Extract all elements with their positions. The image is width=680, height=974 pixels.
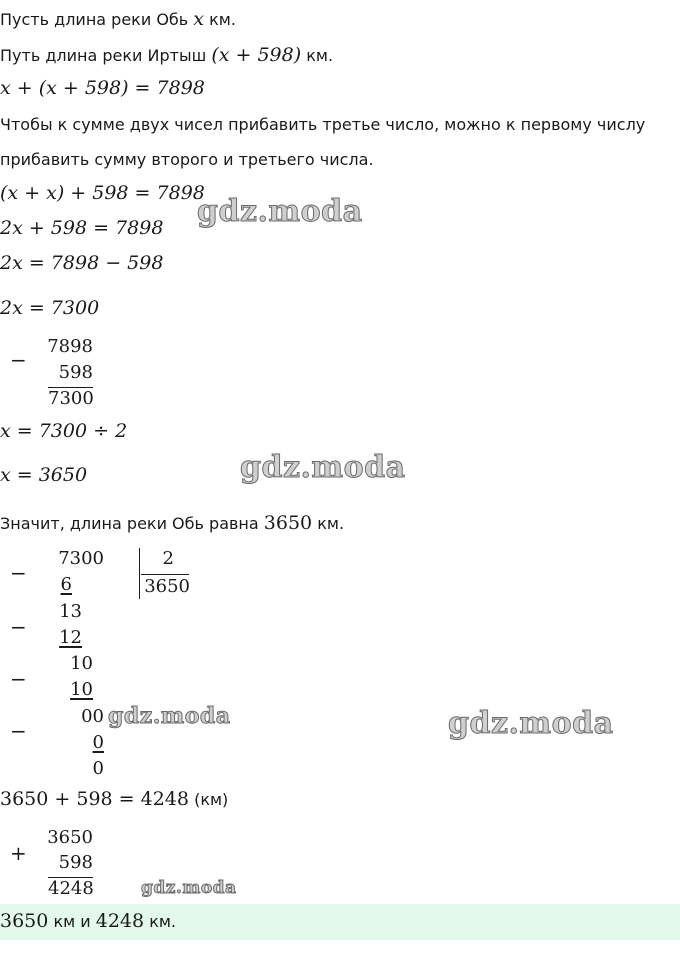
division-top-2: 13: [59, 601, 82, 622]
division-sub-3: 10: [70, 679, 93, 700]
rule-line-2: прибавить сумму второго и третьего числа.: [0, 150, 374, 169]
equation-5: 2x = 7300: [0, 297, 100, 319]
divisor-line: [141, 574, 189, 575]
division-sub-4: 0: [92, 732, 104, 753]
watermark-1: gdz.moda: [197, 194, 363, 229]
equation-1: x + (x + 598) = 7898: [0, 77, 205, 99]
subtrahend: 598: [58, 362, 93, 383]
division-minus-3: −: [10, 667, 27, 691]
minus-sign: −: [10, 348, 27, 372]
statement-ob-text: Пусть длина реки Обь: [0, 10, 194, 29]
answer-text-end: км.: [144, 912, 177, 931]
sum: 4248: [48, 878, 94, 899]
equation-8-unit: (км): [188, 790, 229, 809]
division-sub-1: 6: [60, 574, 72, 595]
answer-number-1: 3650: [0, 910, 49, 932]
irtysh-expression: (x + 598): [211, 44, 302, 66]
watermark-4: gdz.moda: [448, 706, 614, 741]
quotient: 3650: [144, 576, 190, 597]
answer: [0, 910, 176, 932]
equation-7: x = 3650: [0, 464, 88, 486]
statement-irtysh: [0, 44, 333, 66]
watermark-3: gdz.moda: [108, 703, 231, 729]
answer-text-mid: км и: [48, 912, 96, 931]
answer-number-2: 4248: [95, 910, 145, 932]
equation-8-math: 3650 + 598 = 4248: [0, 788, 189, 810]
addend-1: 3650: [47, 827, 93, 848]
divisor: 2: [162, 548, 174, 569]
conclusion-text: Значит, длина реки Обь равна: [0, 514, 264, 533]
rule-line-1: Чтобы к сумме двух чисел прибавить третье число, можно к первому числу: [0, 115, 646, 134]
statement-ob: [0, 8, 236, 30]
difference: 7300: [48, 388, 94, 409]
conclusion: [0, 512, 344, 534]
dividend: 7300: [58, 548, 104, 569]
division-sub-2: 12: [59, 627, 82, 648]
equation-6: x = 7300 ÷ 2: [0, 420, 128, 442]
division-minus-4: −: [10, 719, 27, 743]
equation-4: 2x = 7898 − 598: [0, 252, 164, 274]
division-top-4: 00: [81, 706, 104, 727]
statement-ob-unit: км.: [204, 10, 236, 29]
plus-sign: +: [10, 841, 27, 865]
division-minus-1: −: [10, 561, 27, 585]
conclusion-unit: км.: [312, 514, 345, 533]
watermark-5: gdz.moda: [141, 878, 237, 898]
statement-irtysh-unit: км.: [301, 46, 334, 65]
conclusion-number: 3650: [263, 512, 313, 534]
minuend: 7898: [47, 336, 93, 357]
equation-3: 2x + 598 = 7898: [0, 217, 164, 239]
division-minus-2: −: [10, 615, 27, 639]
division-top-3: 10: [70, 653, 93, 674]
addend-2: 598: [58, 852, 93, 873]
statement-irtysh-text: Путь длина реки Иртыш: [0, 46, 212, 65]
watermark-2: gdz.moda: [240, 450, 406, 485]
division-remainder: 0: [92, 758, 104, 779]
equation-8: [0, 788, 228, 810]
equation-2: (x + x) + 598 = 7898: [0, 182, 205, 204]
variable-x: x: [193, 8, 205, 30]
